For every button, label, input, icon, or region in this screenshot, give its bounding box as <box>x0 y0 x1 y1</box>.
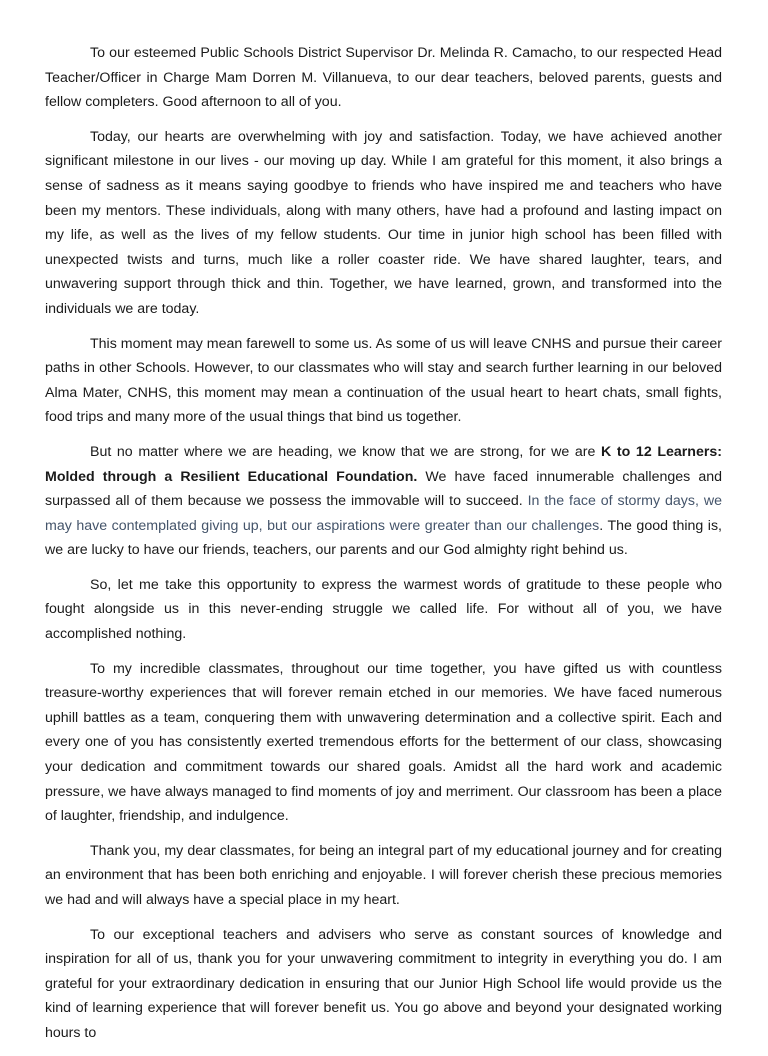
paragraph-teachers: To our exceptional teachers and advisers who serve as constant sources of knowledge and inspiration for all of us, thank you for your unwavering commitment to integrity in everything you do. I am grateful for your extraordinary dedication in ensuring that our Junior High School life would provide us the kind of learning experience that will forever benefit us. You go above and beyond your designated working hours to <box>45 926 722 1041</box>
resilience-text-start: But no matter where we are heading, we know that we are strong, for we are <box>90 443 602 460</box>
highlighted-text: In the face of stormy days, we may have contemplated giving up, but our aspirations were greater than our challenges <box>45 493 722 534</box>
paragraph-greeting: To our esteemed Public Schools District Supervisor Dr. Melinda R. Camacho, to our respected Head Teacher/Officer in Charge Mam Dorren M. Villanueva, to our dear teachers, beloved parents, guests and fellow completers. Good afternoon to all of you. <box>45 45 722 111</box>
paragraph-resilience <box>45 440 722 563</box>
paragraph-classmates: To my incredible classmates, throughout our time together, you have gifted us with countless treasure-worthy experiences that will forever remain etched in our memories. We have faced numerous uphill battles as a team, conquering them with unwavering determination and a collective spirit. Each and every one of you has consistently exerted tremendous efforts for the betterment of our class, showcasing your dedication and commitment towards our shared goals. Amidst all the hard work and academic pressure, we have always managed to find moments of joy and merriment. Our classroom has been a place of laughter, friendship, and indulgence. <box>45 660 722 825</box>
resilience-text-end: . The good thing is, we are lucky to have our friends, teachers, our parents and our God almighty right behind us. <box>45 517 722 559</box>
paragraph-milestone: Today, our hearts are overwhelming with joy and satisfaction. Today, we have achieved another significant milestone in our lives - our moving up day. While I am grateful for this moment, it also brings a sense of sadness as it means saying goodbye to friends who have inspired me and teachers who have been my mentors. These individuals, along with many others, have had a profound and lasting impact on my life, as well as the lives of my fellow students. Our time in junior high school has been filled with unexpected twists and turns, much like a roller coaster ride. We have shared laughter, tears, and unwavering support through thick and thin. Together, we have learned, grown, and transformed into the individuals we are today. <box>45 128 722 317</box>
paragraph-farewell: This moment may mean farewell to some us. As some of us will leave CNHS and pursue their career paths in other Schools. However, to our classmates who will stay and search further learning in our beloved Alma Mater, CNHS, this moment may mean a continuation of the usual heart to heart chats, small fights, food trips and many more of the usual things that bind us together. <box>45 335 722 426</box>
paragraph-thank-classmates: Thank you, my dear classmates, for being an integral part of my educational journey and for creating an environment that has been both enriching and enjoyable. I will forever cherish these precious memories we had and will always have a special place in my heart. <box>45 842 722 908</box>
speech-document <box>45 41 722 1056</box>
theme-bold-text: K to 12 Learners: Molded through a Resilient Educational Foundation. <box>45 443 722 485</box>
resilience-text-middle: We have faced innumerable challenges and surpassed all of them because we possess the immovable will to succeed. <box>45 468 723 510</box>
paragraph-gratitude: So, let me take this opportunity to express the warmest words of gratitude to these people who fought alongside us in this never-ending struggle we called life. For without all of you, we have accomplished nothing. <box>45 576 722 643</box>
